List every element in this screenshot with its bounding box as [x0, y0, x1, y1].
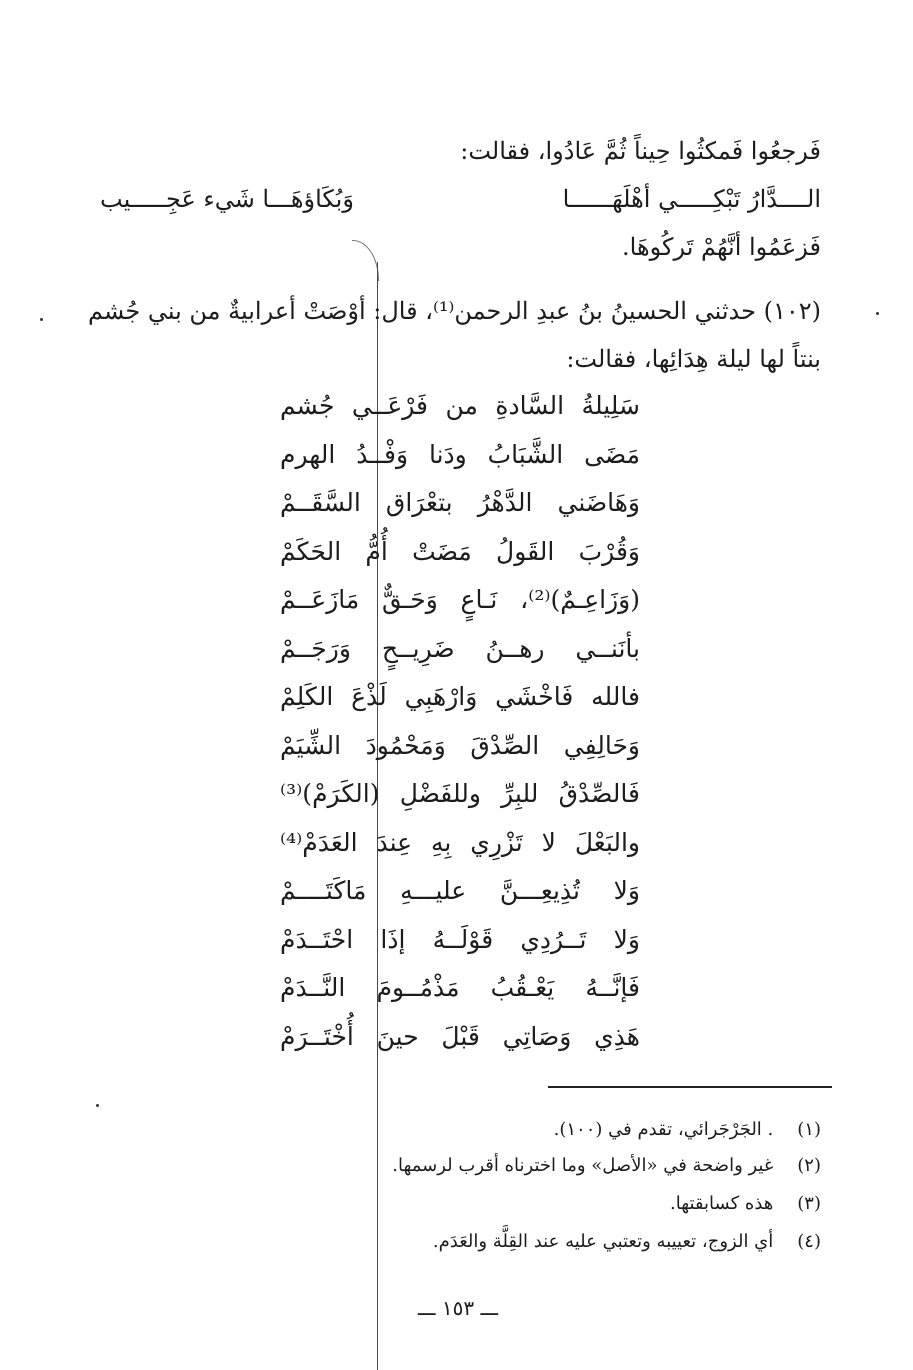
poem-line: فَإنَّــهُ يَعْـقُبُ مَذْمُــومَ النَّــدَمْ: [280, 973, 640, 1002]
footnote-3: [670, 1192, 821, 1216]
verse-second-hemistich: وَبُكَاؤهَـــا شَيء عَجِـــــيب: [100, 185, 354, 213]
poem-line: فالله فَاخْشَي وَارْهَبِي لَذْعَ الكَلِمْ: [280, 682, 640, 711]
footnote-text: أي الزوج، تعييبه وتعتبي عليه عند القِلَّة والعَدَم.: [432, 1231, 774, 1252]
footnote-number: (٣): [797, 1193, 821, 1214]
footnote-4: [433, 1230, 821, 1254]
footnote-text: غير واضحة في «الأصل» وما اخترناه أقرب لرسمها.: [392, 1155, 774, 1176]
poem-line: سَلِيلةُ السَّادةِ من فَرْعَــي جُشم: [280, 391, 640, 420]
poem-line: وَلا تَــرُدِي قَوْلَــهُ إذَا احْتَــدَمْ: [280, 924, 640, 954]
footnote-number: (٤): [797, 1231, 821, 1252]
poem-line: هَذِي وَصَاتِي قَبْلَ حينَ أُخْتَــرَمْ: [280, 1021, 640, 1051]
poem-line: بأنَنــي رهــنُ ضَرِيــحٍ وَرَجَــمْ: [280, 633, 640, 663]
poem-line: مَضَى الشَّبَابُ ودَنا وَفْــدُ الهرم: [280, 439, 640, 469]
paragraph-1-line-1: فَرجعُوا فَمكثُوا حِيناً ثُمَّ عَادُوا، فقالت:: [460, 137, 821, 165]
footnote-separator: [548, 1086, 832, 1088]
paragraph-1-line-3: فَزعَمُوا أنَّهُمْ تَركُوهَا.: [622, 233, 821, 261]
poem-line: وَلا تُذِيعِـــنَّ عليـــهِ مَاكَتَــــمْ: [280, 876, 640, 905]
poem-line: فَالصِّدْقُ للبِرِّ وللفَضْلِ (الكَرَمْ)⁽³⁾: [280, 779, 640, 808]
page-number: ـــ ١٥٣ ـــ: [417, 1296, 499, 1320]
paragraph-2-line-1: (١٠٢) حدثني الحسينُ بنُ عبدِ الرحمن⁽¹⁾، قال: أوْصَتْ أعرابيةٌ من بني جُشم: [87, 297, 821, 325]
scan-speck: [96, 1104, 99, 1107]
footnote-number: (٢): [797, 1155, 821, 1176]
scan-speck: [876, 312, 879, 315]
scan-speck: [40, 318, 43, 321]
poem-line: وَقُرْبَ القَولُ مَضَتْ أُمُّ الحَكَمْ: [280, 536, 640, 566]
poem-line: والبَعْلَ لا تَزْرِي بِهِ عِندَ العَدَمْ⁽⁴⁾: [280, 827, 640, 857]
verse-first-hemistich: الــــدَّارُ تَبْكِـــــي أهْلَهَــــــا: [562, 185, 821, 213]
poem-line: (وَزَاعِـمٌ)⁽²⁾، نَـاعٍ وَحَـقٌّ مَازَعَــمْ: [280, 585, 640, 614]
poem-line: وَهَاضَني الدَّهْرُ بتعْرَاق السَّقَــمْ: [280, 488, 640, 517]
poem: [280, 382, 640, 1061]
footnote-number: (١): [797, 1119, 821, 1140]
footnote-1: [554, 1118, 821, 1142]
footnote-text: هذه كسابقتها.: [670, 1193, 774, 1214]
page-fold-curve: [352, 240, 379, 281]
paragraph-2-line-2: بنتاً لها ليلة هِدَائِها، فقالت:: [566, 345, 821, 373]
poem-line: وَحَالِفِي الصِّدْقَ وَمَحْمُودَ الشِّيَمْ: [280, 730, 640, 760]
footnote-text: . الجَرْجَرائي، تقدم في (١٠٠).: [553, 1119, 774, 1140]
footnote-2: [392, 1154, 821, 1178]
